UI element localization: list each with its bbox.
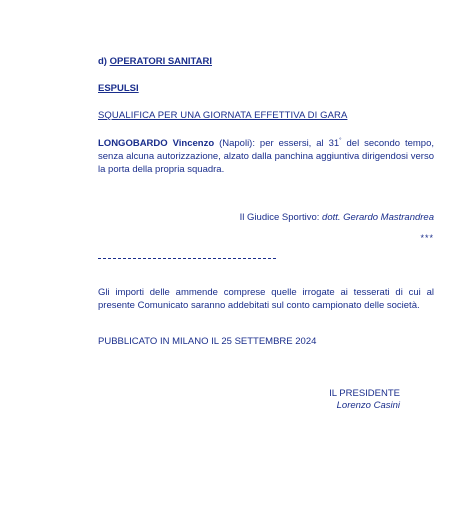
judge-signature (98, 211, 434, 224)
asterisk-separator: *** (420, 233, 434, 243)
subsection-heading: ESPULSI (98, 83, 139, 94)
section-letter: d) (98, 56, 107, 67)
penalty-heading: SQUALIFICA PER UNA GIORNATA EFFETTIVA DI GARA (98, 110, 348, 121)
president-title: IL PRESIDENTE (329, 388, 400, 399)
team-name: (Napoli): (219, 138, 255, 149)
degree-sup: ° (339, 137, 342, 144)
judge-name: dott. Gerardo Mastrandrea (322, 212, 434, 223)
section-title: OPERATORI SANITARI (109, 56, 213, 67)
divider-line (98, 258, 276, 259)
entry-text-end: del secondo tempo, senza alcuna autorizzazione, alzato dalla panchina aggiuntiva dirigendosi verso la porta della propria squadra. (98, 138, 435, 175)
entry-text-start: per essersi, al 31 (259, 138, 340, 149)
fines-note: Gli importi delle ammende comprese quelle irrogate ai tesserati di cui al presente Comunicato saranno addebitati sul conto campionato delle società. (98, 287, 434, 311)
president-name: Lorenzo Casini (336, 400, 400, 411)
president-signature (300, 388, 400, 412)
judge-role: Il Giudice Sportivo: (239, 212, 323, 223)
publication-line: PUBBLICATO IN MILANO IL 25 SETTEMBRE 2024 (98, 336, 317, 347)
section-heading (98, 55, 434, 68)
penalty-entry (98, 137, 434, 176)
person-name: LONGOBARDO Vincenzo (98, 138, 215, 149)
